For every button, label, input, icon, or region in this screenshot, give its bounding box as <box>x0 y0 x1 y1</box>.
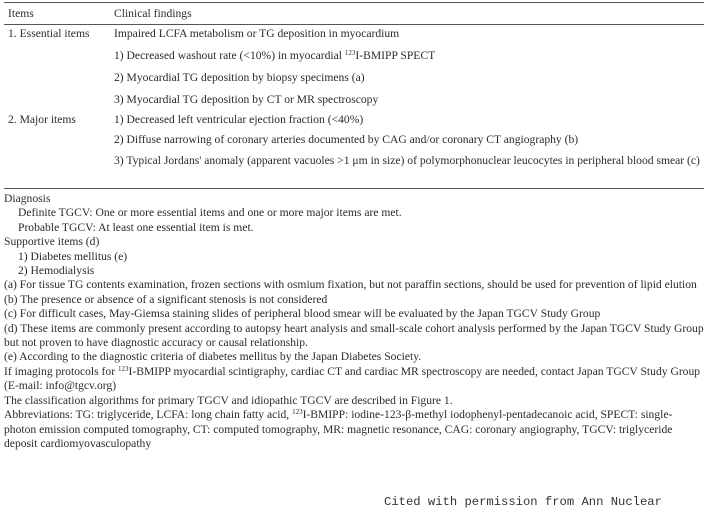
diagnosis-heading: Diagnosis <box>4 192 51 205</box>
supportive-item-1: 1) Diabetes mellitus (e) <box>18 249 128 263</box>
imaging-contact-note: If imaging protocols for $^{123}$I-BMIPP myocardial scintigraphy, cardiac CT and cardiac MR spectroscopy are needed, contact Japan TGCV Study Group (E-mail: info@tgcv.org) <box>4 364 701 393</box>
footnote-a: (a) For tissue TG contents examination, frozen sections with osmium fixation, but not paraffin sections, should be used for prevention of lipid elution <box>4 278 697 292</box>
footnote-e: (e) According to the diagnostic criteria of diabetes mellitus by the Japan Diabetes Society. <box>4 350 422 364</box>
probable-tgcv: Probable TGCV: At least one essential item is met. <box>18 220 254 234</box>
table-top-rule <box>4 2 704 3</box>
essential-intro: Impaired LCFA metabolism or TG deposition in myocardium <box>114 27 400 40</box>
classification-note: The classification algorithms for primary TGCV and idiopathic TGCV are described in Figure 1. <box>4 393 453 407</box>
essential-items-label: 1. Essential items <box>8 27 90 40</box>
supportive-heading: Supportive items (d) <box>4 235 100 249</box>
citation: Cited with permission from Ann Nuclear <box>384 495 662 509</box>
header-clinical-findings: Clinical findings <box>114 7 192 20</box>
abbreviations: Abbreviations: TG: triglyceride, LCFA: long chain fatty acid, $^{123}$I-BMIPP: iodine-123-β-methyl iodophenyl-pentadecanoic acid, SPECT: single-photon emission computed tomography, CT: computed tomography, MR: magnetic resonance, CAG: coronary angiography, TGCV: triglyceride deposit cardiomyovasculopathy <box>4 408 673 450</box>
table-notes <box>4 192 704 451</box>
supportive-item-2: 2) Hemodialysis <box>18 264 95 278</box>
footnote-b: (b) The presence or absence of a significant stenosis is not considered <box>4 292 328 306</box>
footnote-d: (d) These items are commonly present according to autopsy heart analysis and small-scale cohort analysis performed by the Japan TGCV Study Group but not proven to have diagnostic accuracy or causal relationship. <box>4 321 704 350</box>
definite-tgcv: Definite TGCV: One or more essential items and one or more major items are met. <box>18 206 402 220</box>
major-items-label: 2. Major items <box>8 113 76 126</box>
table-bottom-rule <box>4 188 704 189</box>
footnote-c: (c) For difficult cases, May-Giemsa staining slides of peripheral blood smear will be evaluated by the Japan TGCV Study Group <box>4 307 601 321</box>
header-items: Items <box>8 7 34 20</box>
table-header-rule <box>4 24 704 25</box>
major-finding-1: 1) Decreased left ventricular ejection fraction (<40%) <box>114 113 364 126</box>
